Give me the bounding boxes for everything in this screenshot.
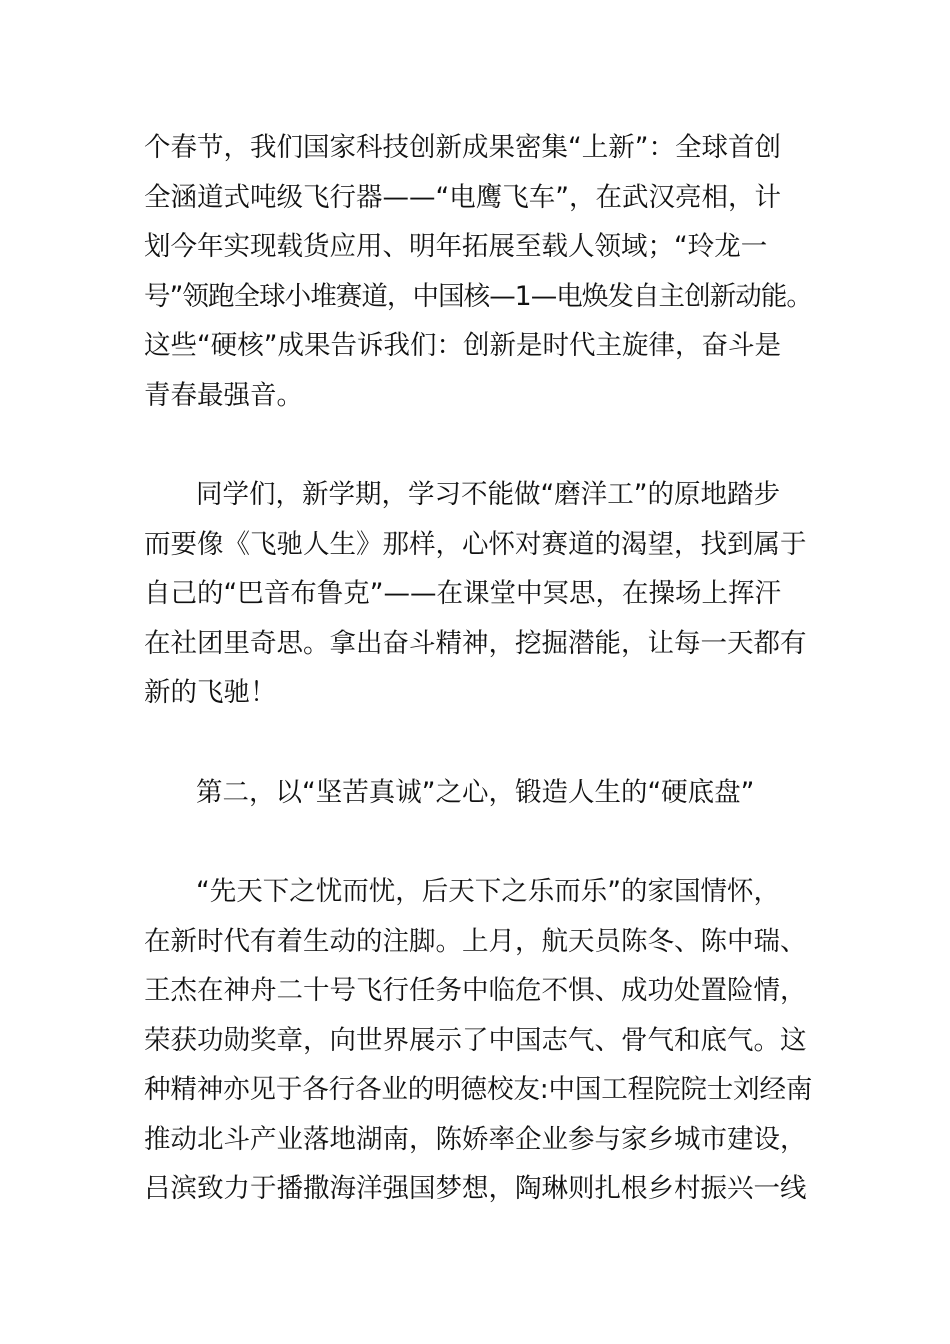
paragraph-spacer [144,718,812,768]
text-line: 推动北斗产业落地湖南，陈娇率企业参与家乡城市建设， [144,1123,807,1155]
paragraph-3 [144,867,812,1214]
text-line: 划今年实现载货应用、明年拓展至载人领域；“玲龙一 [144,231,768,262]
section-heading-text: 第二，以“坚苦真诚”之心，锻造人生的“硬底盘” [196,776,755,808]
text-line: 新的飞驰！ [144,677,277,708]
text-line: 而要像《飞驰人生》那样，心怀对赛道的渴望，找到属于 [144,528,807,560]
text-line: 这些“硬核”成果告诉我们：创新是时代主旋律，奋斗是 [144,330,781,361]
text-line: 荣获功勋奖章，向世界展示了中国志气、骨气和底气。这 [144,1024,807,1056]
paragraph-1 [144,123,812,420]
text-line: 个春节，我们国家科技创新成果密集“上新”：全球首创 [144,132,781,163]
text-line: 在新时代有着生动的注脚。上月，航天员陈冬、陈中瑞、 [144,925,807,957]
text-line: 同学们，新学期，学习不能做“磨洋工”的原地踏步 [196,479,780,510]
paragraph-2 [144,470,812,718]
text-line: 全涵道式吨级飞行器——“电鹰飞车”，在武汉亮相，计 [144,181,781,213]
section-heading [144,768,812,818]
document-body [144,123,812,1214]
text-line: 自己的“巴音布鲁克”——在课堂中冥思，在操场上挥汗 [144,578,781,609]
text-line: 号”领跑全球小堆赛道，中国核—1—电焕发自主创新动能。 [144,280,812,312]
text-line: 王杰在神舟二十号飞行任务中临危不惧、成功处置险情， [144,975,807,1006]
text-line: “先天下之忧而忧，后天下之乐而乐”的家国情怀， [196,876,780,907]
text-line: 在社团里奇思。拿出奋斗精神，挖掘潜能，让每一天都有 [144,627,807,659]
paragraph-spacer [144,420,812,470]
text-line: 种精神亦见于各行各业的明德校友:中国工程院院士刘经南 [144,1074,813,1105]
text-line: 青春最强音。 [144,379,303,411]
paragraph-spacer [144,817,812,867]
text-line: 吕滨致力于播撒海洋强国梦想，陶琳则扎根乡村振兴一线 [144,1173,807,1204]
